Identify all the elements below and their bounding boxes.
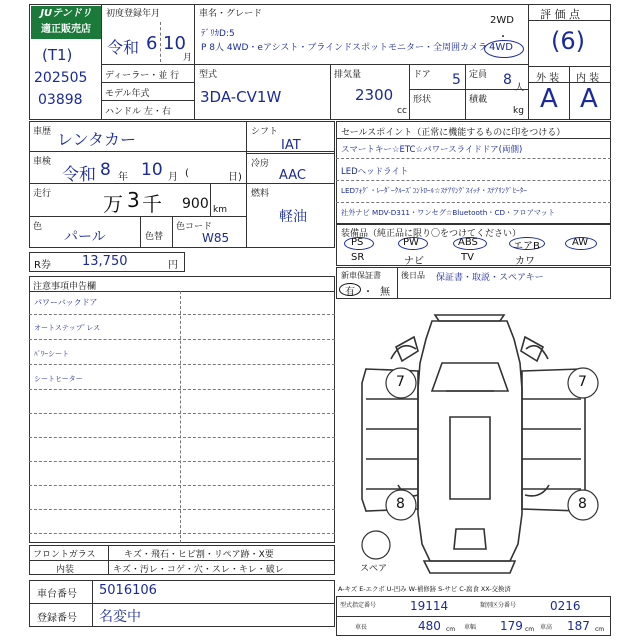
front-right-score: 7: [578, 374, 587, 390]
spare-tire-icon: [362, 531, 390, 559]
mileage-label: 走行: [33, 189, 52, 199]
front-glass-label: フロントガラス: [33, 550, 96, 560]
sheet-code: (T1): [42, 46, 73, 64]
model-year-label: モデル年式: [105, 89, 150, 99]
shift-label: シフト: [251, 127, 279, 137]
header-frame: [29, 4, 611, 120]
warranty-yes: 有: [345, 287, 355, 298]
inspection-day-unit: 日): [228, 172, 242, 183]
right-mirror-outline: [521, 337, 543, 361]
body-outline: [418, 321, 522, 561]
vehicle-name-label: 車名・グレード: [199, 9, 263, 19]
mileage-digit: 3: [127, 188, 140, 212]
usage-label: 車歴: [33, 127, 52, 137]
note-4: シートヒーター: [34, 375, 83, 383]
dealer-logo: [31, 6, 101, 42]
displacement-value: 2300: [355, 86, 394, 104]
registration-month-unit: 月: [183, 53, 193, 63]
equipment-label: 装備品（純正品に限り〇をつけてください）: [341, 229, 522, 239]
recycle-unit: 円: [168, 260, 178, 271]
dealer-brand: JUテンドリ: [31, 6, 101, 21]
recycle-label: R券: [34, 260, 51, 271]
model-cert-value: 19114: [410, 599, 449, 613]
rear-left-score: 8: [396, 496, 405, 512]
warranty-sep: ・: [363, 287, 373, 298]
color-label: 色: [33, 222, 43, 232]
notes-frame: [29, 276, 335, 543]
interior-value: キズ・汚レ・コゲ・穴・スレ・キレ・破レ: [113, 565, 284, 575]
equip-sr: SR: [351, 252, 365, 263]
model-value: 3DA-CV1W: [200, 88, 282, 106]
vehicle-name: ﾃﾞﾘｶD:5: [201, 29, 235, 39]
sales-point-3: LEDﾌｫｸﾞ・ﾚｰﾀﾞｰｸﾙｰｽﾞｺﾝﾄﾛｰﾙ☆ｽﾃｱﾘﾝｸﾞｽｲｯﾁ・ｽﾃｱﾘﾝｸﾞﾋｰﾀｰ: [341, 186, 527, 195]
inspection-paren: (: [185, 168, 189, 179]
sales-points-label: セールスポイント（正常に機能するものに印をつける）: [341, 128, 566, 138]
front-left-score: 7: [396, 374, 405, 390]
color-value: パール: [64, 229, 106, 245]
chassis-label: 車台番号: [37, 589, 77, 600]
interior-label: 内装: [56, 565, 75, 575]
load-unit: kg: [513, 106, 524, 116]
reg-no-label: 登録番号: [37, 613, 77, 624]
rear-bumper-outline: [424, 561, 515, 573]
shift-value: IAT: [281, 138, 301, 153]
lot-number-2: 03898: [38, 92, 83, 108]
width-label: 車幅: [464, 624, 477, 631]
capacity-label: 定員: [469, 70, 488, 80]
dealer-label: ディーラー・並 行: [105, 71, 180, 81]
length-label: 車長: [355, 624, 368, 631]
ext-label: 外 装: [536, 73, 560, 84]
chassis-value: 5016106: [99, 583, 157, 598]
inspection-label: 車検: [33, 157, 52, 167]
capacity-unit: 人: [515, 83, 525, 93]
color-code: W85: [202, 231, 230, 245]
sales-point-2: LEDヘッドライト: [341, 167, 409, 177]
inspection-month: 10: [141, 160, 163, 180]
int-label: 内 装: [576, 73, 600, 84]
equip-ps: PS: [351, 237, 364, 248]
drive-dot: ・: [498, 32, 508, 43]
doors-value: 5: [452, 72, 461, 88]
notes-label: 注意事項申告欄: [33, 282, 97, 292]
registration-year: 6: [146, 33, 158, 54]
registration-month: 10: [163, 33, 186, 54]
registration-era: 令和: [107, 38, 140, 57]
class-value: 0216: [550, 599, 581, 613]
capacity-value: 8: [503, 72, 512, 88]
length-unit: cm: [446, 626, 456, 633]
car-diagram: [336, 299, 611, 579]
front-glass-value: キズ・飛石・ヒビ割・リペア跡・X要: [124, 550, 274, 560]
dealer-options-value: 保証書・取説・スペアキー: [436, 273, 544, 283]
equip-leather: カワ: [515, 256, 535, 267]
lot-number-1: 202505: [34, 70, 88, 86]
equip-tv: TV: [461, 252, 474, 263]
note-2: オートステップﾞレス: [34, 324, 101, 332]
equip-aw: AW: [572, 237, 589, 248]
rear-right-score: 8: [578, 496, 587, 512]
reg-no-value: 名変中: [99, 609, 141, 625]
width-value: 179: [500, 619, 523, 633]
height-label: 車高: [540, 624, 553, 631]
class-label: 類別区分番号: [480, 602, 517, 609]
note-3: ﾊﾟﾜｰシート: [34, 350, 69, 358]
drive-4wd: 4WD: [489, 42, 513, 53]
legend: A-キズ E-エクボ U-凹み W-補修跡 S-サビ C-腐食 XX-交換済: [338, 585, 511, 593]
registration-label: 初度登録年月: [106, 9, 161, 19]
warranty-label: 新車保証書: [341, 271, 381, 280]
warranty-no: 無: [380, 287, 390, 298]
inspection-year-unit: 年: [118, 172, 128, 183]
score-label: 評 価 点: [540, 8, 580, 21]
doors-label: ドア: [413, 70, 431, 80]
width-unit: cm: [525, 626, 535, 633]
model-label: 型式: [199, 70, 218, 80]
fuel-value: 軽油: [279, 209, 307, 225]
inspection-month-unit: 月: [168, 172, 178, 183]
inspection-year: 8: [100, 160, 111, 180]
ac-value: AAC: [279, 168, 306, 183]
recycle-value: 13,750: [82, 254, 128, 269]
usage-value: レンタカー: [57, 130, 136, 149]
int-score: A: [580, 84, 598, 114]
ext-score: A: [540, 84, 558, 114]
height-unit: cm: [595, 626, 605, 633]
equip-abs: ABS: [458, 237, 478, 248]
ac-label: 冷房: [251, 159, 270, 169]
fuel-label: 燃料: [251, 189, 270, 199]
load-label: 積載: [469, 95, 488, 105]
equip-airbag: エアB: [513, 241, 540, 252]
note-1: パワーバックドア: [34, 298, 98, 307]
dealer-options-label: 後日品: [401, 271, 425, 280]
mileage-rest: 900: [182, 196, 209, 212]
height-value: 187: [567, 619, 590, 633]
handle-label: ハンドル 左・右: [105, 107, 171, 117]
model-cert-label: 型式指定番号: [340, 602, 377, 609]
mileage-sen: 千: [142, 192, 162, 216]
drive-2wd: 2WD: [490, 15, 514, 26]
equip-pw: PW: [403, 237, 419, 248]
inspection-era: 令和: [62, 165, 96, 185]
displacement-unit: cc: [397, 106, 407, 116]
dealer-label: 適正販売店: [31, 21, 101, 39]
score-value: (6): [551, 27, 585, 55]
shape-label: 形状: [413, 95, 432, 105]
spare-label: スペア: [360, 564, 388, 574]
vehicle-grade: P 8人 4WD・eアシスト・ブラインドスポットモニター・全周囲カメラ: [201, 43, 487, 53]
mileage-unit: km: [213, 205, 227, 215]
equip-navi: ナビ: [404, 256, 424, 267]
sales-point-1: スマートキー☆ETC☆パワースライドドア(両側): [341, 145, 523, 155]
mileage-man: 万: [103, 192, 123, 216]
displacement-label: 排気量: [334, 70, 362, 80]
color-change-label: 色替: [145, 232, 164, 242]
color-code-label: 色コード: [176, 222, 213, 232]
sales-point-4: 社外ナビ MDV-D311・ワンセグ☆Bluetooth・CD・フロアマット: [341, 208, 556, 217]
front-bumper-outline: [435, 315, 504, 321]
length-value: 480: [418, 619, 441, 633]
